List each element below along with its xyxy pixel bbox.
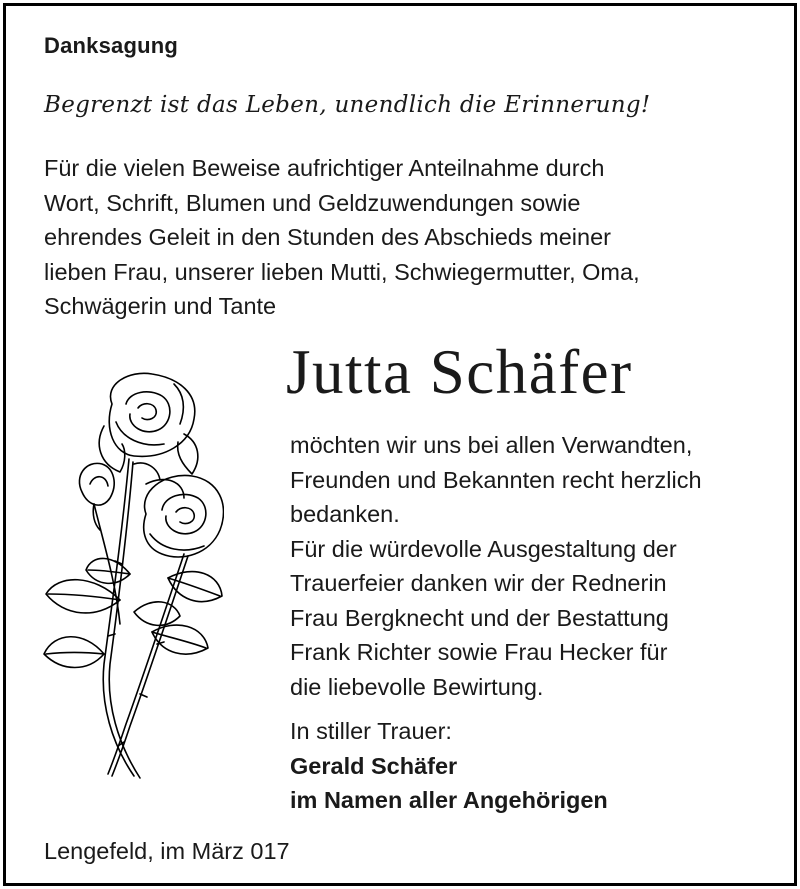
obituary-notice-frame: [3, 3, 797, 886]
body-line: möchten wir uns bei allen Verwandten,: [290, 432, 693, 458]
body-line: Trauerfeier danken wir der Rednerin: [290, 570, 667, 596]
deceased-name: Jutta Schäfer: [286, 337, 633, 407]
body-line: Für die würdevolle Ausgestaltung der: [290, 535, 677, 562]
notice-heading: Danksagung: [44, 33, 179, 58]
body-line: Frau Bergknecht und der Bestattung: [290, 604, 669, 631]
signoff-name: Gerald Schäfer: [290, 752, 458, 779]
body-line: Frank Richter sowie Frau Hecker für: [290, 639, 668, 665]
body-line: bedanken.: [290, 501, 400, 527]
rose-illustration-icon: [34, 364, 224, 784]
intro-line: Schwägerin und Tante: [44, 293, 277, 319]
intro-line: lieben Frau, unserer lieben Mutti, Schwiegermutter, Oma,: [44, 258, 640, 285]
notice-motto: Begrenzt ist das Leben, unendlich die Erinnerung!: [44, 92, 651, 118]
place-date: Lengefeld, im März 017: [44, 838, 290, 864]
thanks-paragraph: [290, 428, 790, 704]
signoff-intro: In stiller Trauer:: [290, 718, 452, 744]
intro-paragraph: [44, 151, 764, 324]
signoff-block: [290, 714, 608, 818]
intro-line: ehrendes Geleit in den Stunden des Abschieds meiner: [44, 224, 611, 250]
intro-line: Für die vielen Beweise aufrichtiger Anteilnahme durch: [44, 155, 605, 181]
intro-line: Wort, Schrift, Blumen und Geldzuwendungen sowie: [44, 189, 581, 216]
body-line: die liebevolle Bewirtung.: [290, 673, 544, 700]
signoff-family: im Namen aller Angehörigen: [290, 787, 608, 813]
body-line: Freunden und Bekannten recht herzlich: [290, 466, 702, 493]
